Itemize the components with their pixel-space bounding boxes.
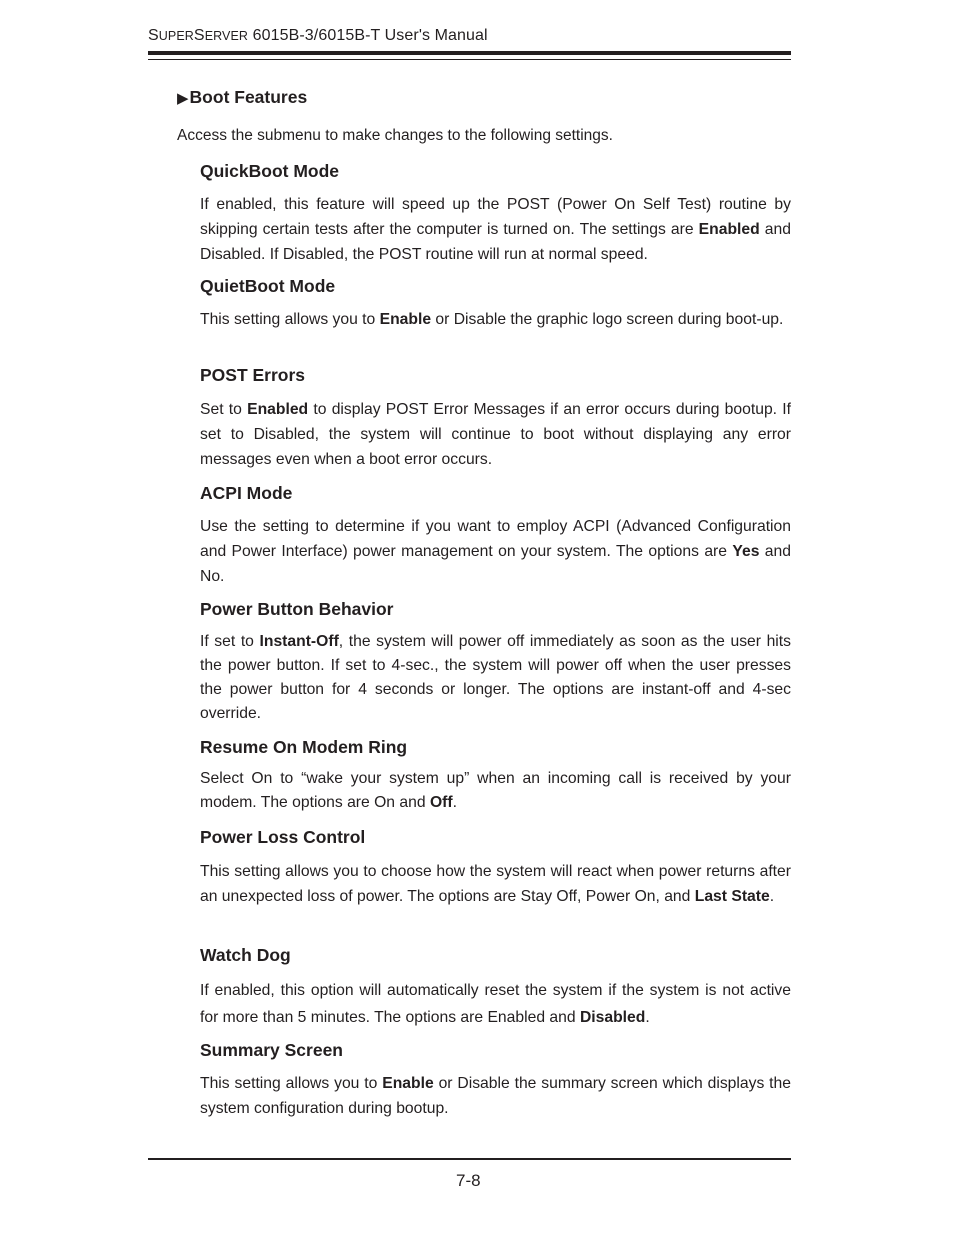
desc-text: to display POST Error Messages if an error occurs during bootup. If set to Disabled, the system will continue to boot without displaying any error messages even when a boot error occurs. (200, 401, 791, 468)
desc-text: and No. (200, 543, 791, 585)
desc-text: If set to (200, 633, 260, 650)
desc-text: Select On to “wake your system up” when an incoming call is received by your modem. The options are On and (200, 770, 791, 811)
desc-bold: Enable (379, 311, 432, 328)
section-heading (177, 87, 307, 108)
desc-text: This setting allows you to (200, 311, 380, 328)
desc-bold: Enable (382, 1075, 434, 1092)
footer-rule (148, 1158, 791, 1160)
desc-text: . (769, 888, 775, 905)
item-desc-watch-dog (200, 977, 791, 1031)
item-title-watch-dog: Watch Dog (200, 945, 291, 965)
item-desc-post-errors (200, 397, 791, 472)
title-initial-1: S (148, 27, 159, 44)
desc-text: Use the setting to determine if you want to employ ACPI (Advanced Configuration and Power Interface) power management on your system. The options are (200, 518, 791, 560)
manual-title (148, 27, 488, 45)
item-desc-acpi (200, 514, 791, 589)
desc-text: This setting allows you to choose how the system will react when power returns after an unexpected loss of power. The options are Stay Off, Power On, and (200, 863, 791, 905)
desc-bold: Yes (732, 543, 760, 560)
item-title-quietboot: QuietBoot Mode (200, 276, 336, 296)
section-title: Boot Features (189, 87, 308, 107)
desc-text: or Disable the graphic logo screen during boot-up. (431, 311, 784, 328)
desc-text: or Disable the summary screen which displays the system configuration during bootup. (200, 1075, 791, 1117)
desc-text: If enabled, this feature will speed up the POST (Power On Self Test) routine by skipping certain tests after the computer is turned on. The settings are (200, 196, 791, 238)
header-rule-thin (148, 59, 791, 60)
desc-text: , the system will power off immediately as soon as the user hits the power button. If set to 4-sec., the system will power off when the user presses the power button for 4 seconds or longer. The options are instant-off and 4-sec override. (200, 633, 791, 722)
item-desc-power-button (200, 630, 791, 726)
item-desc-quickboot (200, 192, 791, 267)
item-title-post-errors: POST Errors (200, 365, 306, 385)
desc-bold: Instant-Off (259, 633, 339, 650)
desc-text: . (452, 794, 457, 811)
item-title-summary-screen: Summary Screen (200, 1040, 343, 1060)
desc-bold: Off (429, 794, 453, 811)
item-desc-modem-ring (200, 767, 791, 815)
desc-text: Set to (200, 401, 248, 418)
title-initial-2: S (193, 27, 205, 44)
triangle-right-icon: ▶ (177, 90, 189, 107)
desc-text: . (645, 1009, 650, 1026)
item-title-acpi: ACPI Mode (200, 483, 293, 503)
item-desc-power-loss (200, 859, 791, 909)
desc-bold: Disabled (579, 1009, 646, 1026)
item-title-modem-ring: Resume On Modem Ring (200, 737, 408, 757)
section-intro: Access the submenu to make changes to the following settings. (177, 127, 613, 144)
title-smallcaps-2: ERVER (204, 29, 249, 43)
title-smallcaps-1: UPER (158, 29, 194, 43)
item-title-power-button: Power Button Behavior (200, 599, 394, 619)
desc-text: If enabled, this option will automatically reset the system if the system is not active for more than 5 minutes. The options are Enabled and (200, 982, 791, 1026)
desc-text: This setting allows you to (200, 1075, 383, 1092)
desc-bold: Enabled (698, 221, 760, 238)
header-rule-thick (148, 51, 791, 55)
desc-bold: Enabled (247, 401, 309, 418)
page-number: 7-8 (456, 1171, 481, 1190)
desc-text: and Disabled. If Disabled, the POST routine will run at normal speed. (200, 221, 791, 263)
item-title-power-loss: Power Loss Control (200, 827, 366, 847)
title-rest: 6015B-3/6015B-T User's Manual (248, 27, 488, 44)
item-desc-summary-screen (200, 1071, 791, 1121)
item-title-quickboot: QuickBoot Mode (200, 161, 340, 181)
item-desc-quietboot (200, 307, 791, 332)
desc-bold: Last State (694, 888, 770, 905)
